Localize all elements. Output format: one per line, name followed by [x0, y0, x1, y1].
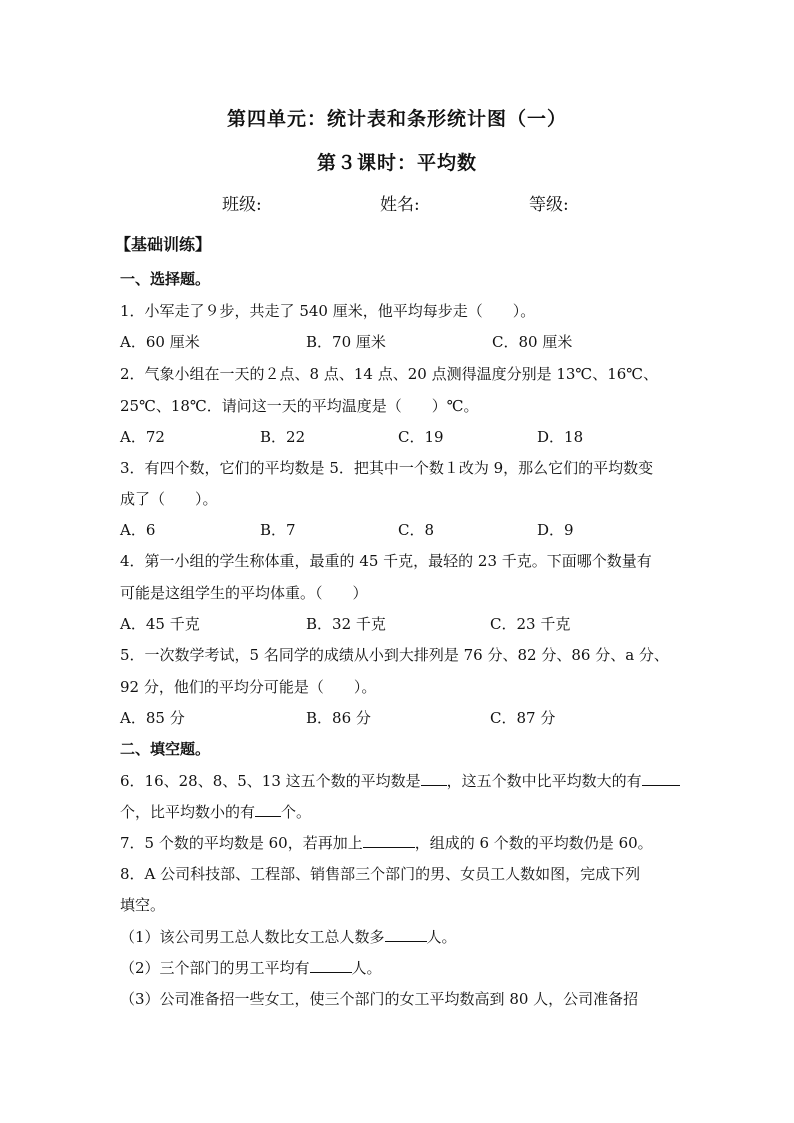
section-basic-heading: 【基础训练】	[115, 235, 212, 254]
q5-stem-line2: 92 分，他们的平均分可能是（ ）。	[120, 678, 377, 696]
q8-sub1-text-2: 人。	[426, 928, 457, 946]
q8-stem-line1: 8．A 公司科技部、工程部、销售部三个部门的男、女员工人数如图，完成下列	[120, 865, 641, 883]
q3-option-b: B．7	[260, 521, 296, 539]
q4-option-c: C．23 千克	[490, 615, 571, 633]
q1-option-a: A．60 厘米	[120, 333, 200, 351]
q8-sub1-blank[interactable]	[385, 927, 427, 942]
q5-option-b: B．86 分	[306, 709, 371, 727]
class-label: 班级:	[222, 195, 262, 215]
q6-line2	[120, 801, 311, 822]
q6-text-1: 6．16、28、8、5、13 这五个数的平均数是	[120, 772, 421, 790]
q2-stem-line2: 25℃、18℃．请问这一天的平均温度是（ ）℃。	[120, 397, 479, 415]
q8-sub3: （3）公司准备招一些女工，使三个部门的女工平均数高到 80 人，公司准备招	[120, 990, 639, 1008]
grade-label: 等级:	[529, 195, 569, 215]
q1-option-c: C．80 厘米	[492, 333, 573, 351]
lesson-subtitle: 第３课时：平均数	[316, 152, 477, 174]
q4-option-b: B．32 千克	[306, 615, 386, 633]
q6-text-3: 个，比平均数小的有	[120, 803, 256, 821]
q6-line1	[120, 770, 680, 791]
q8-sub2	[120, 957, 382, 978]
q7-text-1: 7．5 个数的平均数是 60，若再加上	[120, 834, 363, 852]
q7-text-2: ，组成的 6 个数的平均数仍是 60。	[414, 834, 653, 852]
part2-heading: 二、填空题。	[120, 740, 211, 758]
q7-line	[120, 832, 653, 853]
q2-option-a: A．72	[120, 428, 165, 446]
q3-option-d: D．9	[537, 521, 574, 539]
q2-option-c: C．19	[398, 428, 444, 446]
name-label: 姓名:	[380, 195, 420, 215]
q5-stem-line1: 5．一次数学考试，5 名同学的成绩从小到大排列是 76 分、82 分、86 分、a 分、	[120, 646, 669, 664]
unit-title: 第四单元：统计表和条形统计图（一）	[226, 108, 567, 130]
q5-option-a: A．85 分	[120, 709, 185, 727]
q8-stem-line2: 填空。	[120, 896, 166, 914]
q3-option-c: C．8	[398, 521, 435, 539]
q1-stem: 1．小军走了９步，共走了 540 厘米，他平均每步走（ ）。	[120, 302, 536, 320]
q5-option-c: C．87 分	[490, 709, 556, 727]
q2-stem-line1: 2．气象小组在一天的２点、8 点、14 点、20 点测得温度分别是 13℃、16℃、	[120, 365, 659, 383]
q2-option-b: B．22	[260, 428, 306, 446]
q6-blank-greater[interactable]	[642, 771, 680, 786]
q8-sub1	[120, 926, 457, 947]
q6-text-2: ，这五个数中比平均数大的有	[446, 772, 642, 790]
part1-heading: 一、选择题。	[120, 270, 211, 288]
q3-stem-line2: 成了（ ）。	[120, 490, 218, 508]
q3-stem-line1: 3．有四个数，它们的平均数是 5．把其中一个数１改为 9，那么它们的平均数变	[120, 459, 654, 477]
q4-option-a: A．45 千克	[120, 615, 200, 633]
q8-sub1-text-1: （1）该公司男工总人数比女工总人数多	[120, 928, 385, 946]
q3-option-a: A．6	[120, 521, 156, 539]
q4-stem-line2: 可能是这组学生的平均体重。（ ）	[120, 584, 368, 602]
q1-option-b: B．70 厘米	[306, 333, 386, 351]
q6-blank-smaller[interactable]	[255, 802, 281, 817]
q4-stem-line1: 4．第一小组的学生称体重，最重的 45 千克，最轻的 23 千克。下面哪个数量有	[120, 552, 652, 570]
q6-text-4: 个。	[281, 803, 312, 821]
q8-sub2-text-1: （2）三个部门的男工平均有	[120, 959, 310, 977]
q8-sub2-text-2: 人。	[351, 959, 382, 977]
q6-blank-average[interactable]	[421, 771, 447, 786]
student-info-row	[0, 190, 794, 216]
q2-option-d: D．18	[537, 428, 584, 446]
q7-blank[interactable]	[363, 833, 415, 848]
q8-sub2-blank[interactable]	[310, 958, 352, 973]
